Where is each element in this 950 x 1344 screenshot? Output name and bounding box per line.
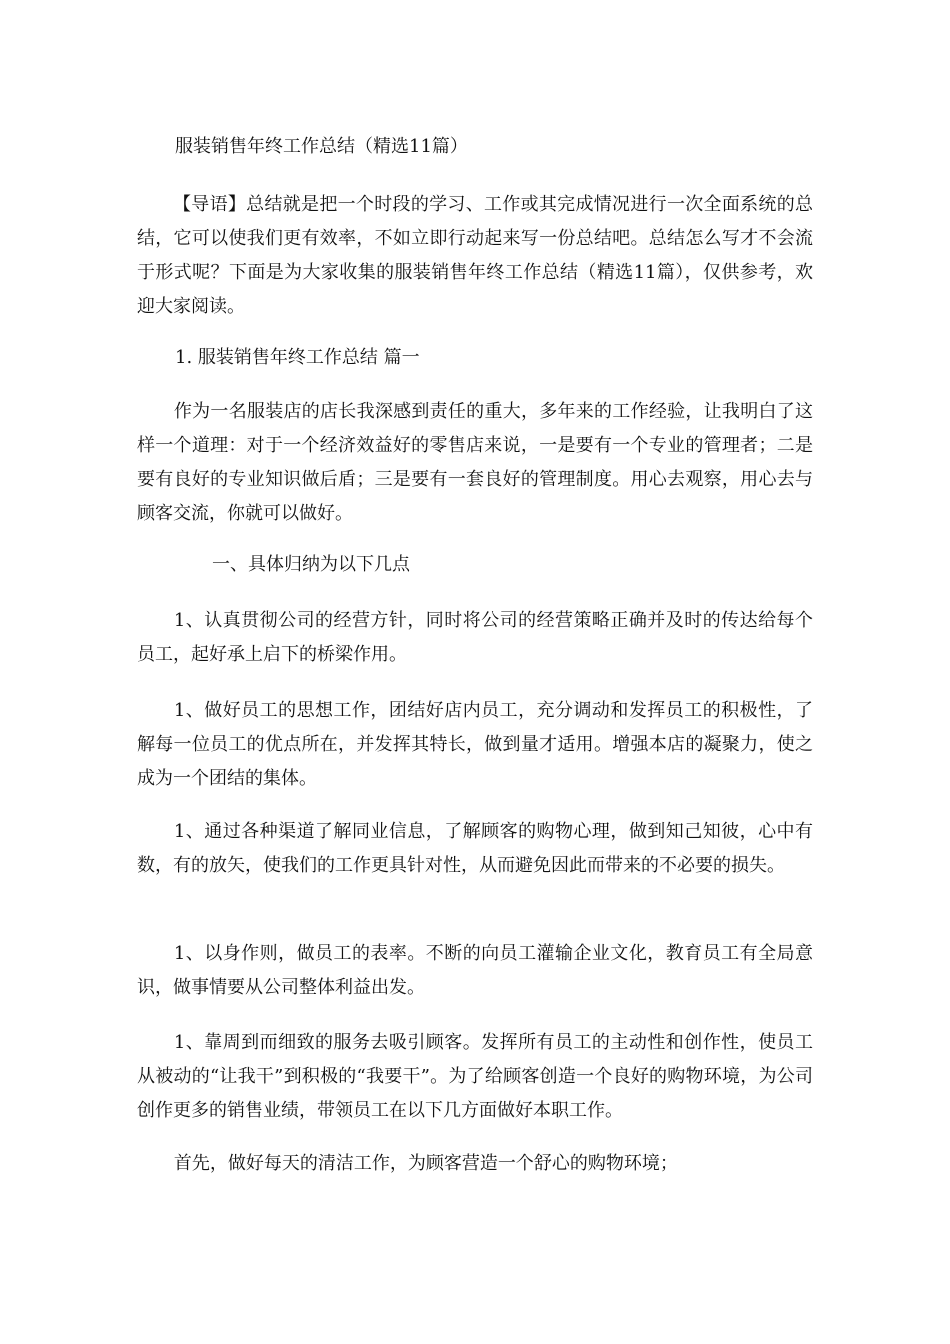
body-paragraph-1: 作为一名服装店的店长我深感到责任的重大，多年来的工作经验，让我明白了这样一个道理：对于一个经济效益好的零售店来说，一是要有一个专业的管理者；二是要有良好的专业知识做后盾；三是要有一套良好的管理制度。用心去观察，用心去与顾客交流，你就可以做好。 bbox=[137, 401, 813, 524]
list-item-3: 1、通过各种渠道了解同业信息，了解顾客的购物心理，做到知己知彼，心中有数，有的放矢，使我们的工作更具针对性，从而避免因此而带来的不必要的损失。 bbox=[137, 821, 813, 876]
list-item-1: 1、认真贯彻公司的经营方针，同时将公司的经营策略正确并及时的传达给每个员工，起好承上启下的桥梁作用。 bbox=[137, 610, 813, 665]
section-heading: 1. 服装销售年终工作总结 篇一 bbox=[175, 347, 420, 368]
list-item-2: 1、做好员工的思想工作，团结好店内员工，充分调动和发挥员工的积极性，了解每一位员工的优点所在，并发挥其特长，做到量才适用。增强本店的凝聚力，使之成为一个团结的集体。 bbox=[137, 700, 813, 789]
list-subheading: 一、具体归纳为以下几点 bbox=[212, 554, 410, 575]
intro-paragraph: 【导语】总结就是把一个时段的学习、工作或其完成情况进行一次全面系统的总结，它可以使我们更有效率，不如立即行动起来写一份总结吧。总结怎么写才不会流于形式呢？下面是为大家收集的服装销售年终工作总结（精选11篇），仅供参考，欢迎大家阅读。 bbox=[137, 194, 813, 317]
document-title: 服装销售年终工作总结（精选11篇） bbox=[175, 136, 468, 157]
list-item-6: 首先，做好每天的清洁工作，为顾客营造一个舒心的购物环境； bbox=[173, 1153, 678, 1174]
list-item-5: 1、靠周到而细致的服务去吸引顾客。发挥所有员工的主动性和创作性，使员工从被动的“让我干”到积极的“我要干”。为了给顾客创造一个良好的购物环境，为公司创作更多的销售业绩，带领员工在以下几方面做好本职工作。 bbox=[137, 1032, 813, 1121]
list-item-4: 1、以身作则，做员工的表率。不断的向员工灌输企业文化，教育员工有全局意识，做事情要从公司整体利益出发。 bbox=[137, 943, 813, 998]
